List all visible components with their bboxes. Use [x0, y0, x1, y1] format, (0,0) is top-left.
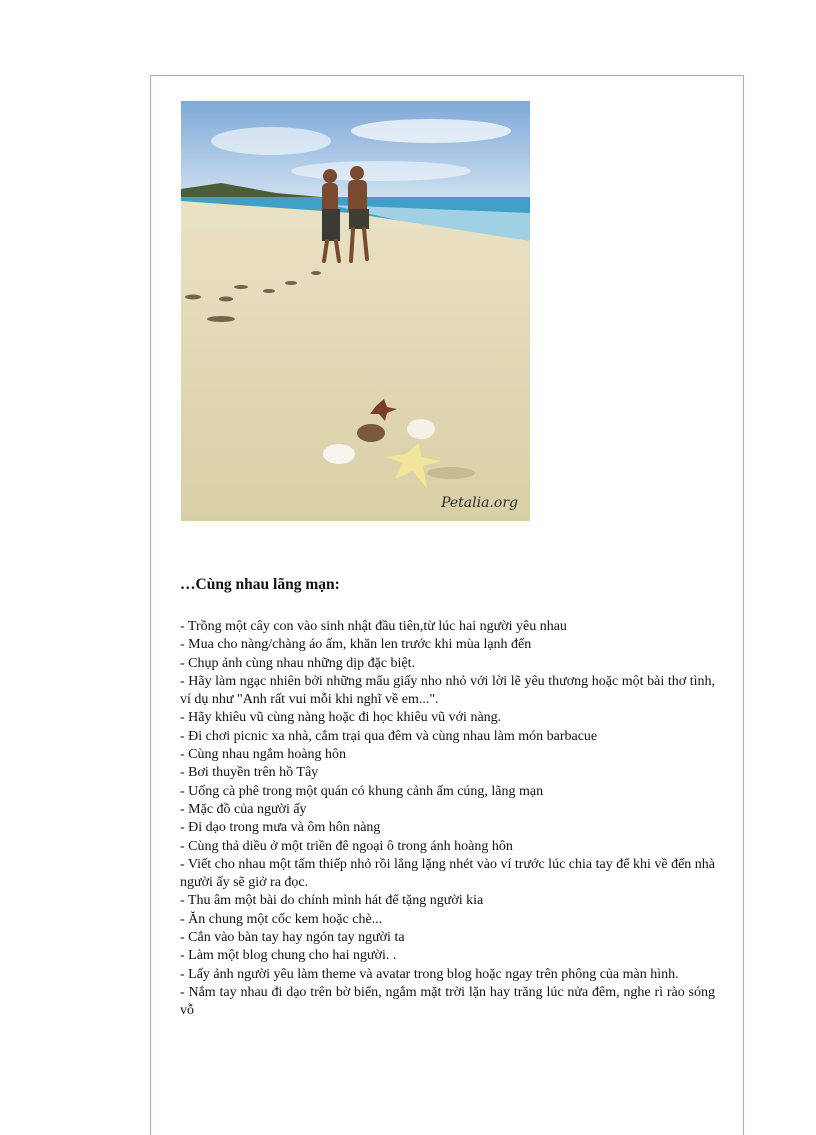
section-heading: …Cùng nhau lãng mạn: — [180, 576, 340, 593]
list-item: - Thu âm một bài do chính mình hát để tặng người kia — [180, 893, 484, 909]
romantic-ideas-list — [180, 618, 715, 1021]
list-item: - Bơi thuyền trên hồ Tây — [180, 765, 319, 781]
list-item: - Cùng thả diều ở một triền đê ngoại ô trong ánh hoàng hôn — [180, 838, 513, 854]
list-item: - Cùng nhau ngắm hoàng hôn — [180, 747, 347, 763]
list-item: - Lấy ảnh người yêu làm theme và avatar trong blog hoặc ngay trên phông của màn hình. — [180, 966, 679, 982]
list-item: - Hãy khiêu vũ cùng nàng hoặc đi học khiêu vũ với nàng. — [180, 710, 502, 726]
list-item: - Hãy làm ngạc nhiên bởi những mẩu giấy nho nhỏ với lời lẽ yêu thương hoặc một bài thơ tình, ví dụ như "Anh rất vui mỗi khi nghĩ về em...". — [180, 673, 715, 708]
list-item: - Làm một blog chung cho hai người. . — [180, 948, 397, 964]
list-item: - Cắn vào bàn tay hay ngón tay người ta — [180, 930, 405, 946]
list-item: - Mặc đồ của người ấy — [180, 801, 307, 817]
list-item: - Uống cà phê trong một quán có khung cảnh ấm cúng, lãng mạn — [180, 783, 544, 799]
list-item: - Viết cho nhau một tấm thiếp nhỏ rồi lẳng lặng nhét vào ví trước lúc chia tay để khi về đến nhà người ấy sẽ giở ra đọc. — [180, 856, 715, 891]
list-item: - Nắm tay nhau đi dạo trên bờ biển, ngắm mặt trời lặn hay trăng lúc nửa đêm, nghe rì rào sóng vỗ — [180, 984, 715, 1019]
list-item: - Trồng một cây con vào sinh nhật đầu tiên,từ lúc hai người yêu nhau — [180, 619, 567, 634]
photo-watermark: Petalia.org — [441, 495, 518, 511]
beach-couple-photo — [181, 101, 530, 521]
list-item: - Chụp ảnh cùng nhau những dịp đặc biệt. — [180, 655, 416, 671]
list-item: - Mua cho nàng/chàng áo ấm, khăn len trước khi mùa lạnh đến — [180, 637, 532, 653]
list-item: - Ăn chung một cốc kem hoặc chè... — [180, 911, 383, 927]
list-item: - Đi dạo trong mưa và ôm hôn nàng — [180, 820, 381, 836]
list-item: - Đi chơi picnic xa nhà, cắm trại qua đêm và cùng nhau làm món barbacue — [180, 728, 598, 744]
